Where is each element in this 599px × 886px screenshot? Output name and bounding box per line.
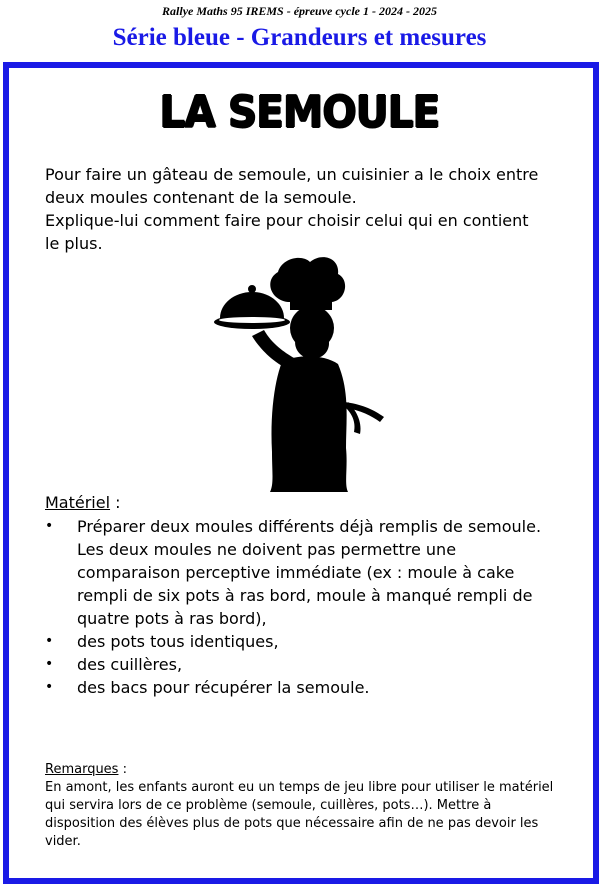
chef-with-cloche-icon bbox=[212, 252, 392, 497]
materials-heading bbox=[45, 491, 560, 514]
remarks-label-suffix: : bbox=[118, 762, 127, 777]
series-title: Série bleue - Grandeurs et mesures bbox=[112, 24, 487, 51]
page-title: LA SEMOULE bbox=[159, 87, 440, 138]
bullet-icon: • bbox=[45, 656, 54, 672]
intro-paragraph-2: Explique-lui comment faire pour choisir celui qui en contient le plus. bbox=[45, 211, 529, 253]
materials-item-text: Préparer deux moules différents déjà remplis de semoule. Les deux moules ne doivent pas permettre une comparaison perceptive immédiate (ex : moule à cake rempli de six pots à ras bord, moule à manqué rempli de quatre pots à ras bord), bbox=[77, 517, 542, 628]
bullet-icon: • bbox=[45, 679, 54, 695]
materials-item-text: des bacs pour récupérer la semoule. bbox=[77, 678, 370, 697]
materials-item-text: des pots tous identiques, bbox=[77, 632, 279, 651]
bullet-icon: • bbox=[45, 633, 54, 649]
problem-statement bbox=[45, 163, 545, 255]
list-item bbox=[45, 630, 560, 653]
rally-header-line: Rallye Maths 95 IREMS - épreuve cycle 1 - 2024 - 2025 bbox=[162, 4, 437, 18]
remarks-text: En amont, les enfants auront eu un temps de jeu libre pour utiliser le matériel qui servira lors de ce problème (semoule, cuillères, pots…). Mettre à disposition des élèves plus de pots que nécessaire afin de ne pas devoir les vider. bbox=[45, 780, 554, 849]
materials-list bbox=[45, 515, 560, 699]
list-item bbox=[45, 676, 560, 699]
list-item bbox=[45, 515, 560, 630]
materials-item-text: des cuillères, bbox=[77, 655, 183, 674]
materials-label: Matériel bbox=[45, 493, 111, 512]
materials-label-suffix: : bbox=[110, 493, 121, 512]
list-item bbox=[45, 653, 560, 676]
materials-section bbox=[45, 491, 560, 699]
remarks-section bbox=[45, 761, 560, 851]
intro-paragraph-1: Pour faire un gâteau de semoule, un cuisinier a le choix entre deux moules contenant de la semoule. bbox=[45, 165, 539, 207]
bullet-icon: • bbox=[45, 518, 54, 534]
remarks-heading bbox=[45, 761, 560, 779]
remarks-label: Remarques bbox=[45, 762, 119, 777]
